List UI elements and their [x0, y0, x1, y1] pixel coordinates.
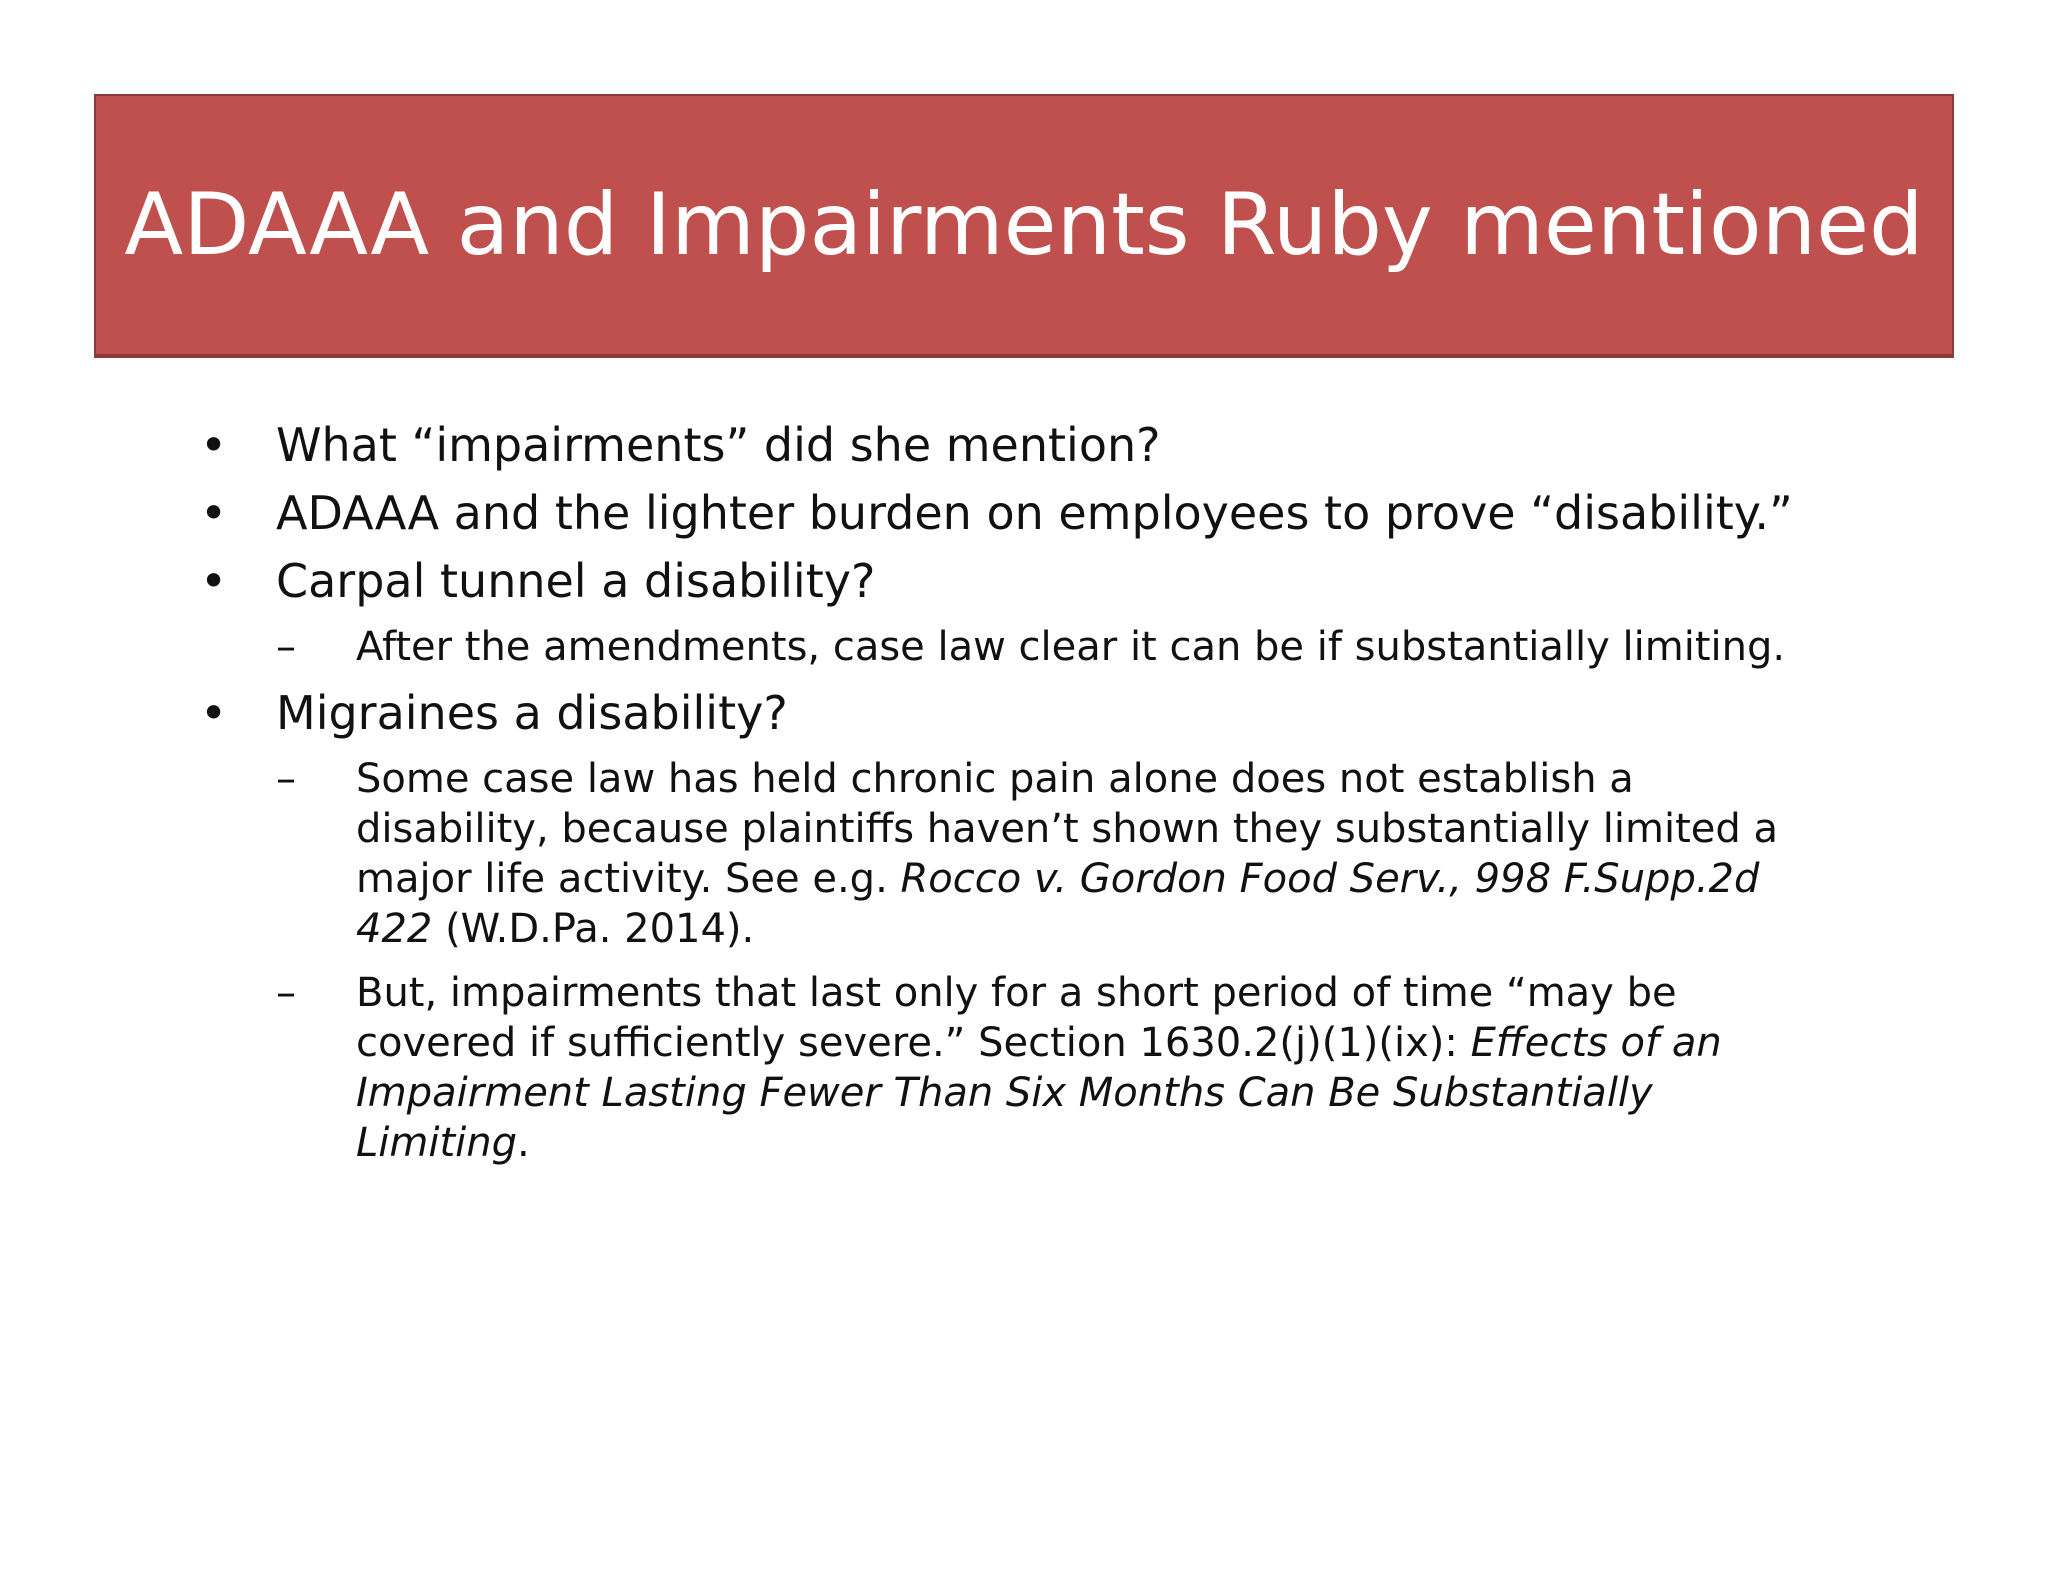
sub-text — [356, 970, 1722, 1166]
sub-item — [276, 968, 1836, 1168]
slide-body — [200, 418, 1860, 1182]
title-bar — [94, 94, 1954, 358]
sub-item — [276, 754, 1836, 954]
bullet-marker: • — [200, 686, 228, 740]
bullet-text: Carpal tunnel a disability? — [276, 554, 876, 608]
bullet-marker: • — [200, 554, 228, 608]
dash-marker: – — [276, 756, 296, 802]
sub-text — [356, 756, 1778, 952]
sub-text-prefix: Some case law has held chronic pain alone does not establish a disability, because plaintiffs haven’t shown they substantially limited a major life activity. See e.g. — [356, 756, 1778, 902]
sub-text-suffix: (W.D.Pa. 2014). — [432, 906, 755, 952]
bullet-text: What “impairments” did she mention? — [276, 418, 1161, 472]
bullet-text: ADAAA and the lighter burden on employees to prove “disability.” — [276, 486, 1793, 540]
sub-text-suffix: . — [517, 1120, 530, 1166]
sub-text: After the amendments, case law clear it can be if substantially limiting. — [356, 624, 1786, 670]
bullet-item — [200, 554, 1860, 608]
bullet-item — [200, 418, 1860, 472]
bullet-marker: • — [200, 418, 228, 472]
sub-item — [276, 622, 1860, 672]
case-citation: Rocco v. Gordon Food Serv., 998 F.Supp.2d 422 — [356, 856, 1760, 952]
sub-text-prefix: But, impairments that last only for a short period of time “may be covered if sufficiently severe.” Section 1630.2(j)(1)(ix): — [356, 970, 1677, 1066]
bullet-item — [200, 686, 1860, 740]
bullet-marker: • — [200, 486, 228, 540]
dash-marker: – — [276, 624, 296, 670]
dash-marker: – — [276, 970, 296, 1016]
bullet-item — [200, 486, 1860, 540]
bullet-text: Migraines a disability? — [276, 686, 788, 740]
regulation-citation: Effects of an Impairment Lasting Fewer Than Six Months Can Be Substantially Limiting — [356, 1020, 1722, 1166]
slide-title: ADAAA and Impairments Ruby mentioned — [124, 175, 1924, 275]
